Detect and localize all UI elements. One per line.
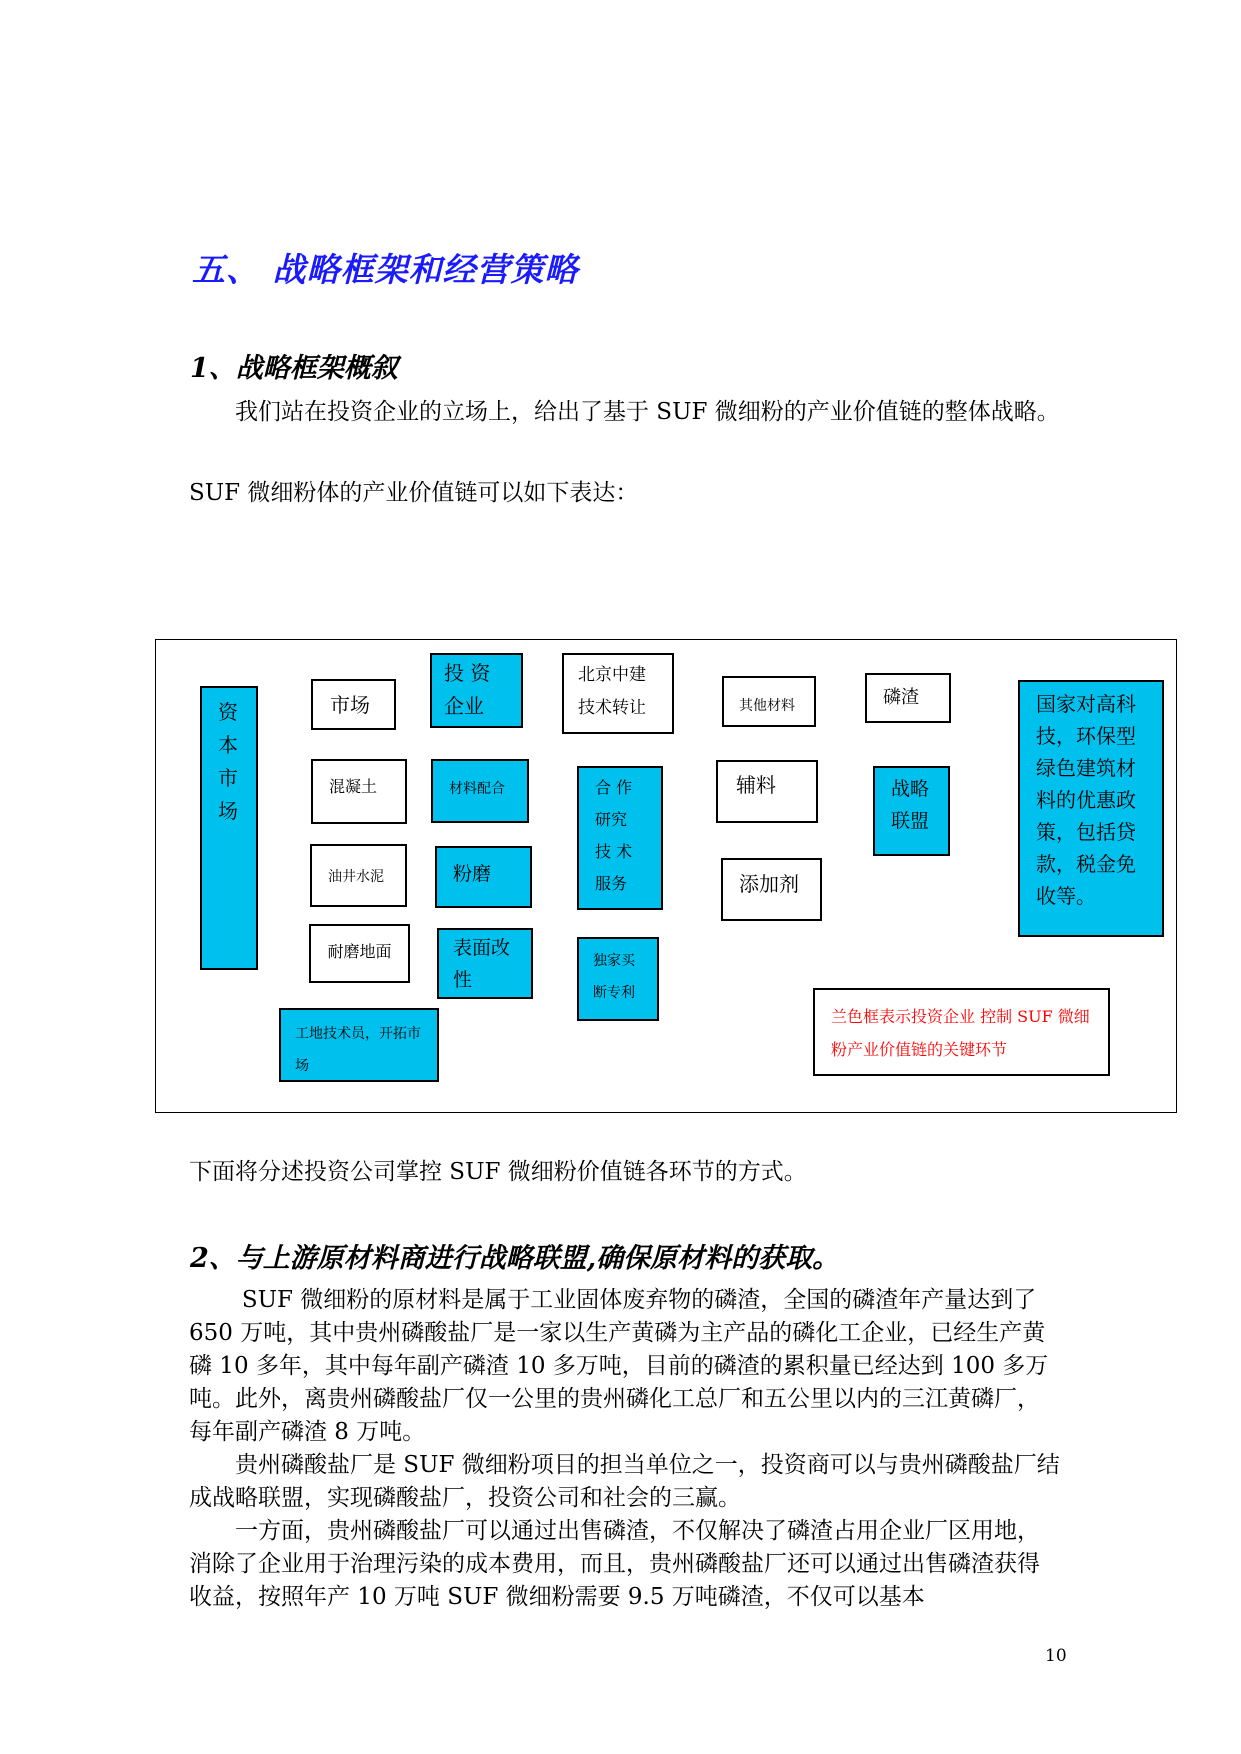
chapter-heading: 五、 战略框架和经营策略 — [192, 250, 579, 289]
box-capital-market: 资本市场 — [200, 686, 258, 970]
section1-title: 1、战略框架概叙 — [190, 353, 398, 384]
section1-lead: SUF 微细粉体的产业价值链可以如下表达： — [189, 480, 639, 506]
box-surface-modification: 表面改性 — [437, 928, 533, 999]
section2-paragraph-2: 贵州磷酸盐厂是 SUF 微细粉项目的担当单位之一，投资商可以与贵州磷酸盐厂结成战略联盟，实现磷酸盐厂，投资公司和社会的三赢。 — [189, 1452, 1060, 1511]
box-oil-well-cement: 油井水泥 — [310, 844, 407, 907]
diagram-legend: 兰色框表示投资企业 控制 SUF 微细粉产业价值链的关键环节 — [813, 988, 1110, 1076]
box-concrete: 混凝土 — [311, 759, 407, 824]
section1-intro: 我们站在投资企业的立场上，给出了基于 SUF 微细粉的产业价值链的整体战略。 — [235, 399, 1060, 425]
box-auxiliary: 辅料 — [716, 760, 818, 823]
box-wear-floor: 耐磨地面 — [309, 924, 410, 983]
box-market: 市场 — [311, 679, 396, 730]
box-national-policy: 国家对高科技，环保型绿色建筑材料的优惠政策，包括贷款，税金免收等。 — [1018, 680, 1164, 937]
section2-paragraph-3: 一方面，贵州磷酸盐厂可以通过出售磷渣，不仅解决了磷渣占用企业厂区用地，消除了企业用于治理污染的成本费用，而且，贵州磷酸盐厂还可以通过出售磷渣获得收益，按照年产 10 万吨 SUF 微细粉需要 9.5 万吨磷渣，不仅可以基本 — [189, 1518, 1040, 1610]
box-site-technician: 工地技术员，开拓市场 — [279, 1008, 439, 1082]
box-exclusive-patent: 独家买断专利 — [577, 937, 659, 1021]
box-grinding: 粉磨 — [435, 846, 532, 908]
box-material-mix: 材料配合 — [431, 759, 529, 823]
box-beijing-tech: 北京中建技术转让 — [562, 653, 674, 734]
box-additive: 添加剂 — [721, 858, 822, 921]
section2-title: 2、与上游原材料商进行战略联盟,确保原材料的获取。 — [190, 1243, 840, 1274]
box-other-materials: 其他材料 — [722, 676, 816, 727]
box-cooperation: 合 作 研究 技 术 服务 — [577, 766, 663, 910]
after-diagram-text: 下面将分述投资公司掌控 SUF 微细粉价值链各环节的方式。 — [189, 1159, 807, 1185]
section2-paragraph-1: SUF 微细粉的原材料是属于工业固体废弃物的磷渣，全国的磷渣年产量达到了 650 万吨，其中贵州磷酸盐厂是一家以生产黄磷为主产品的磷化工企业，已经生产黄磷 10 多年，其中每年副产磷渣 10 多万吨，目前的磷渣的累积量已经达到 100 多万吨。此外，离贵州磷酸盐厂仅一公里的贵州磷化工总厂和五公里以内的三江黄磷厂，每年副产磷渣 8 万吨。 — [189, 1287, 1049, 1445]
box-strategic-alliance: 战略联盟 — [873, 766, 950, 856]
box-slag: 磷渣 — [865, 673, 951, 723]
box-invest-company: 投 资 企业 — [430, 653, 523, 728]
page-number: 10 — [1045, 1646, 1067, 1666]
